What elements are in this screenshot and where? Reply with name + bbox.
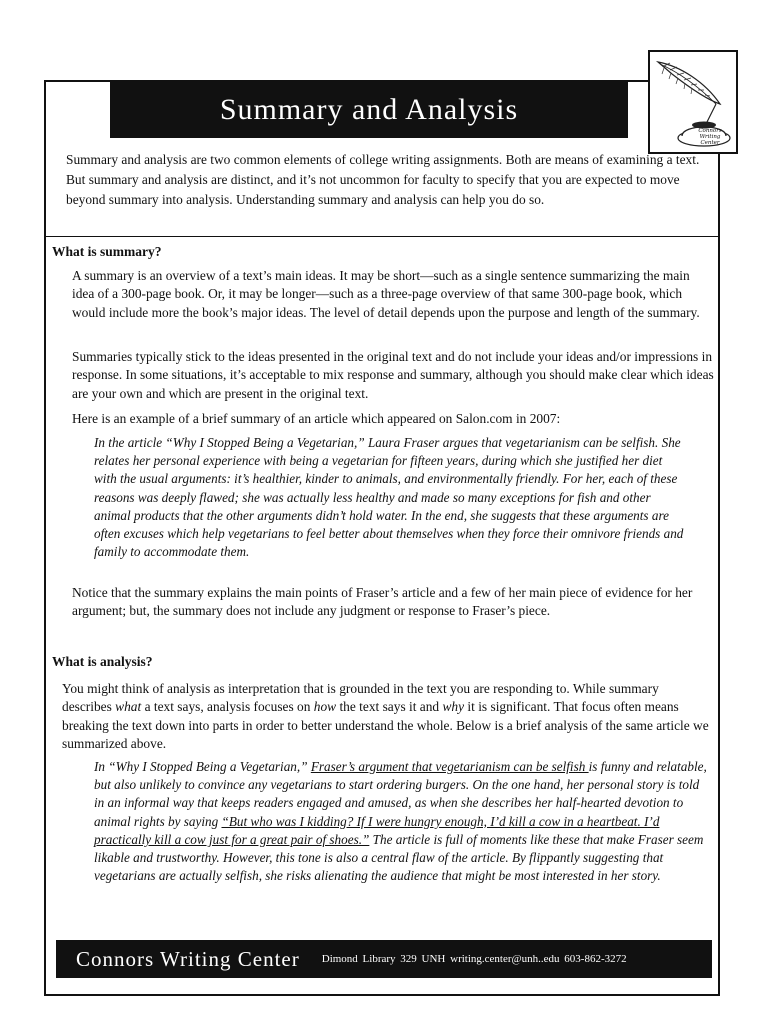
footer-center-name: Connors Writing Center: [76, 946, 300, 971]
intro-paragraph: Summary and analysis are two common elements of college writing assignments. Both are means of examining a text. But summary and analysis are distinct, and it’s not uncommon for faculty to specify that you are expected to move beyond summary into analysis. Understanding summary and analysis can help you do so.: [66, 152, 700, 207]
summary-paragraph-4: Notice that the summary explains the main points of Fraser’s article and a few of her main piece of evidence for her argument; but, the summary does not include any judgment or response to Fraser’s piece.: [72, 585, 693, 619]
logo-text-line-1: Connors: [698, 128, 722, 134]
summary-paragraph-3: Here is an example of a brief summary of an article which appeared on Salon.com in 2007:: [72, 411, 561, 426]
summary-paragraph-2: Summaries typically stick to the ideas presented in the original text and do not include your ideas and/or impressions in response. In some situations, it’s acceptable to mix response and summary, although you should make clear which ideas are your own and which are present in the original text.: [72, 349, 714, 401]
summary-example: In the article “Why I Stopped Being a Vegetarian,” Laura Fraser argues that vegetarianism can be selfish. She relates her personal experience with being a vegetarian for fifteen years, during which she justified her diet with the usual arguments: it’s healthier, kinder to animals, and environmentally friendly. For her, each of these reasons was deeply flawed; she was actually less healthy and made so many exceptions for fish and other animal products that the other arguments didn’t hold water. In the end, she suggests that these arguments are often excuses which help vegetarians to feel better about themselves when they force their omnivore friends and family to accommodate them.: [94, 435, 684, 560]
summary-heading: What is summary?: [52, 244, 162, 259]
underlined-quote: “But who was I kidding? If I were hungry enough, I’d kill a cow in a heartbeat. I’d practically kill a cow just for a great pair of shoes.”: [94, 813, 660, 847]
emphasis-how: how: [313, 699, 337, 715]
underlined-claim: Fraser’s argument that vegetarianism can be selfish: [310, 759, 589, 774]
analysis-example: [94, 758, 712, 885]
analysis-example-text: The article is full of moments like these that make Fraser seem likable and trustworthy. However, this tone is also a central flaw of the article. By flippantly suggesting that vegetarians are actually selfish, she risks alienating the audience that might be most interested in her story.: [94, 831, 704, 884]
summary-paragraph-1: A summary is an overview of a text’s main ideas. It may be short—such as a single sentence summarizing the main idea of a 300-page book. Or, it may be longer—such as a three-page overview of that same 300-page book, which would include more the book’s major ideas. The level of detail depends upon the purpose and length of the summary.: [72, 268, 700, 320]
writing-center-logo: [648, 50, 738, 154]
emphasis-why: why: [442, 699, 465, 715]
footer-bar: [56, 940, 712, 978]
footer-contact-info: Dimond Library 329 UNH writing.center@unh..edu 603-862-3272: [321, 953, 627, 965]
analysis-example-text: is funny and relatable, but also unlikely to convince any vegetarians to start ordering burgers. On the one hand, her personal story is told in an informal way that keeps readers engaged and amused, as when she describes her half-hearted devotion to animal rights by saying: [94, 759, 707, 829]
quill-inkwell-icon: [650, 52, 736, 152]
page-title: Summary and Analysis: [110, 82, 628, 138]
analysis-text: it is significant. That focus often means breaking the text down into parts in order to better understand the whole. Below is a brief analysis of the same article we summarized above.: [62, 699, 709, 751]
section-divider: [45, 236, 719, 237]
analysis-text: You might think of analysis as interpretation that is grounded in the text you are responding to. While summary describes: [62, 681, 659, 715]
analysis-text: the text says it and: [336, 699, 443, 715]
analysis-heading: What is analysis?: [52, 654, 153, 669]
logo-text-line-3: Center: [700, 140, 720, 146]
logo-text-line-2: Writing: [699, 134, 721, 140]
analysis-example-text: In “Why I Stopped Being a Vegetarian,”: [94, 759, 311, 774]
emphasis-what: what: [115, 699, 142, 715]
analysis-paragraph-1: [62, 680, 710, 753]
analysis-text: a text says, analysis focuses on: [141, 699, 314, 715]
